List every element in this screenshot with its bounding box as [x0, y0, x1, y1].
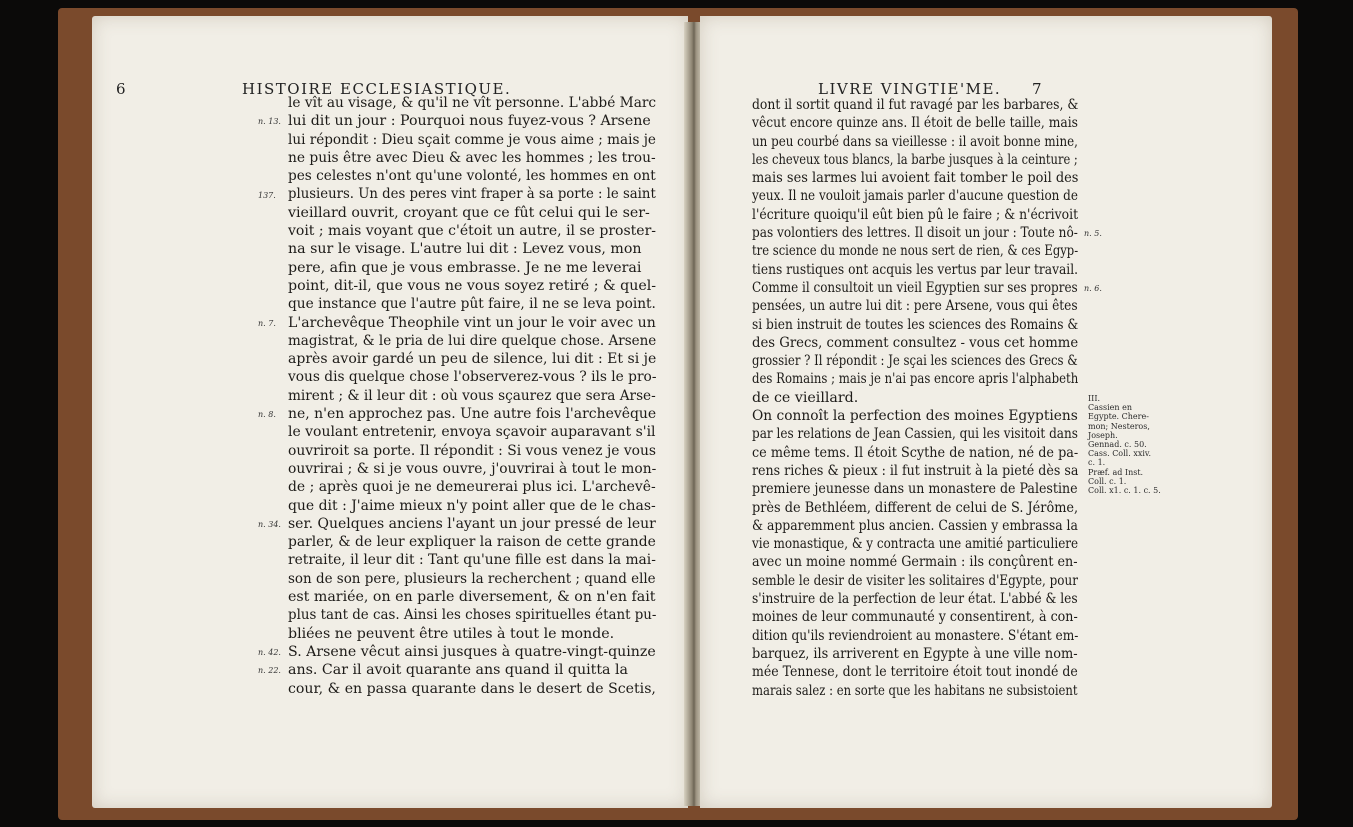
side-note-cassien [1088, 394, 1161, 495]
text-line: des Romains ; mais je n'ai pas encore apris l'alphabeth [752, 371, 1079, 388]
margin-note: n. 6. [1084, 284, 1102, 293]
text-line: pes celestes n'ont qu'une volonté, les hommes en ont [288, 168, 656, 185]
text-line: mirent ; & il leur dit : où vous sçaurez que sera Arse- [288, 387, 656, 404]
text-line: parler, & de leur expliquer la raison de cette grande [288, 534, 656, 551]
side-note-line: Coll. x1. c. 1. c. 5. [1088, 486, 1161, 496]
left-page-number: 6 [116, 80, 126, 98]
margin-note: n. 22. [258, 666, 281, 676]
side-note-line: Egypte. Chere- [1088, 412, 1149, 422]
text-line: lui dit un jour : Pourquoi nous fuyez-vous ? Arsene [288, 113, 651, 130]
text-line: s'instruire de la perfection de leur état. L'abbé & les [752, 591, 1078, 608]
margin-note: n. 42. [258, 648, 281, 657]
text-line: ne, n'en approchez pas. Une autre fois l'archevêque [288, 406, 657, 423]
text-line: tre science du monde ne nous sert de rien, & ces Egyp- [752, 243, 1079, 260]
text-line: vie monastique, & y contracta une amitié particuliere [752, 536, 1079, 553]
text-line: yeux. Il ne vouloit jamais parler d'aucune question de [752, 188, 1078, 205]
text-line: L'archevêque Theophile vint un jour le voir avec un [288, 314, 656, 331]
text-line: tiens rustiques ont acquis les vertus par leur travail. [752, 261, 1078, 278]
text-line: magistrat, & le pria de lui dire quelque chose. Arsene [288, 332, 657, 349]
text-line: le vît au visage, & qu'il ne vît personne. L'abbé Marc [288, 95, 657, 111]
text-line: les cheveux tous blancs, la barbe jusques à la ceinture ; [752, 151, 1078, 168]
text-line: dition qu'ils reviendroient au monastere. S'étant em- [752, 627, 1079, 644]
margin-note: n. 8. [258, 410, 276, 420]
text-line: ans. Car il avoit quarante ans quand il quitta la [288, 662, 629, 679]
margin-note: n. 34. [258, 519, 281, 529]
side-note-line: Cass. Coll. xxiv. [1088, 449, 1152, 459]
text-line: plusieurs. Un des peres vint fraper à sa porte : le saint [288, 186, 656, 203]
left-running-head: HISTOIRE ECCLESIASTIQUE. [242, 80, 512, 98]
side-note-line: Præf. ad Inst. [1088, 467, 1144, 477]
text-line: dont il sortit quand il fut ravagé par les barbares, & [752, 97, 1079, 113]
text-line: point, dit-il, que vous ne vous soyez retiré ; & quel- [288, 277, 657, 294]
text-line: par les relations de Jean Cassien, qui les visitoit dans [752, 426, 1078, 443]
right-page [700, 16, 1272, 808]
text-line: avec un moine nommé Germain : ils conçûrent en- [752, 554, 1078, 571]
text-line: son de son pere, plusieurs la recherchent ; quand elle [288, 570, 656, 587]
text-line: ouvrirai ; & si je vous ouvre, j'ouvrirai à tout le mon- [288, 460, 657, 477]
text-line: pere, afin que je vous embrasse. Je ne me leverai [288, 259, 642, 276]
right-page-number: 7 [1032, 80, 1042, 98]
margin-note: n. 7. [258, 318, 276, 328]
text-line: mée Tennese, dont le territoire étoit tout inondé de [752, 664, 1078, 681]
text-line: moines de leur communauté y consentirent, à con- [752, 609, 1078, 626]
text-line: pas volontiers des lettres. Il disoit un jour : Toute nô- [752, 225, 1078, 242]
text-line: premiere jeunesse dans un monastere de Palestine [752, 481, 1078, 498]
right-running-head: LIVRE VINGTIE'ME. [818, 80, 1002, 98]
text-line: après avoir gardé un peu de silence, lui dit : Et si je [288, 351, 657, 368]
margin-note: 137. [258, 190, 276, 200]
text-line: des Grecs, comment consultez - vous cet homme [752, 334, 1079, 351]
text-line: si bien instruit de toutes les sciences des Romains & [752, 316, 1079, 333]
text-line: na sur le visage. L'autre lui dit : Levez vous, mon [288, 241, 642, 258]
text-line: retraite, il leur dit : Tant qu'une fille est dans la mai- [288, 552, 656, 569]
text-line: grossier ? Il répondit : Je sçai les sciences des Grecs & [752, 353, 1078, 370]
right-body-text [752, 96, 1078, 700]
text-line: Comme il consultoit un vieil Egyptien sur ses propres [752, 279, 1078, 296]
text-line: On connoît la perfection des moines Egyptiens [752, 408, 1078, 425]
side-note-line: III. [1088, 394, 1101, 403]
margin-note: n. 5. [1084, 229, 1102, 239]
text-line: un peu courbé dans sa vieillesse : il avoit bonne mine, [752, 133, 1078, 150]
text-line: ne puis être avec Dieu & avec les hommes ; les trou- [288, 149, 656, 166]
text-line: vieillard ouvrit, croyant que ce fût celui qui le ser- [288, 204, 650, 221]
side-note-line: Joseph. [1088, 430, 1118, 440]
text-line: l'écriture quoiqu'il eût bien pû le faire ; & n'écrivoit [752, 206, 1079, 223]
text-line: plus tant de cas. Ainsi les choses spirituelles étant pu- [288, 607, 657, 624]
text-line: que dit : J'aime mieux n'y point aller que de le chas- [288, 497, 656, 514]
text-line: S. Arsene vêcut ainsi jusques à quatre-vingt-quinze [288, 643, 656, 660]
side-note-line: mon; Nesteros, [1088, 421, 1150, 431]
text-line: mais ses larmes lui avoient fait tomber le poil des [752, 170, 1079, 187]
text-line: près de Bethléem, different de celui de S. Jérôme, [752, 499, 1079, 516]
text-line: rens riches & pieux : il fut instruit à la pieté dès sa [752, 462, 1079, 479]
text-line: cour, & en passa quarante dans le desert de Scetis, [288, 680, 656, 697]
text-line: le voulant entretenir, envoya sçavoir auparavant s'il [288, 424, 656, 441]
text-line: est mariée, on en parle diversement, & on n'en fait [288, 589, 656, 606]
text-line: vous dis quelque chose l'observerez-vous ? ils le pro- [288, 369, 657, 386]
text-line: barquez, ils arriverent en Egypte à une ville nom- [752, 645, 1078, 662]
text-line: pensées, un autre lui dit : pere Arsene, vous qui êtes [752, 298, 1078, 315]
text-line: marais salez : en sorte que les habitans ne subsistoient [752, 682, 1078, 699]
left-body-text [288, 94, 656, 698]
text-line: semble le desir de visiter les solitaires d'Egypte, pour [752, 572, 1078, 589]
text-line: de ce vieillard. [752, 389, 859, 406]
text-line: & apparemment plus ancien. Cassien y embrassa la [752, 517, 1078, 534]
text-line: bliées ne peuvent être utiles à tout le monde. [288, 625, 615, 642]
text-line: lui répondit : Dieu sçait comme je vous aime ; mais je [288, 131, 656, 148]
text-line: voit ; mais voyant que c'étoit un autre, il se proster- [288, 223, 656, 240]
side-note-line: c. 1. [1088, 458, 1106, 468]
text-line: que instance que l'autre pût faire, il ne se leva point. [288, 296, 656, 313]
text-line: ouvriroit sa porte. Il répondit : Si vous venez je vous [288, 442, 657, 459]
text-line: de ; après quoi je ne demeurerai plus ici. L'archevê- [288, 479, 656, 496]
text-line: vêcut encore quinze ans. Il étoit de belle taille, mais [752, 115, 1078, 132]
side-note-line: Coll. c. 1. [1088, 476, 1127, 486]
left-page [92, 16, 688, 808]
text-line: ser. Quelques anciens l'ayant un jour pressé de leur [288, 515, 656, 532]
text-line: ce même tems. Il étoit Scythe de nation, né de pa- [752, 444, 1079, 461]
side-note-line: Cassien en [1088, 403, 1132, 413]
margin-note: n. 13. [258, 117, 281, 127]
side-note-line: Gennad. c. 50. [1088, 440, 1147, 450]
